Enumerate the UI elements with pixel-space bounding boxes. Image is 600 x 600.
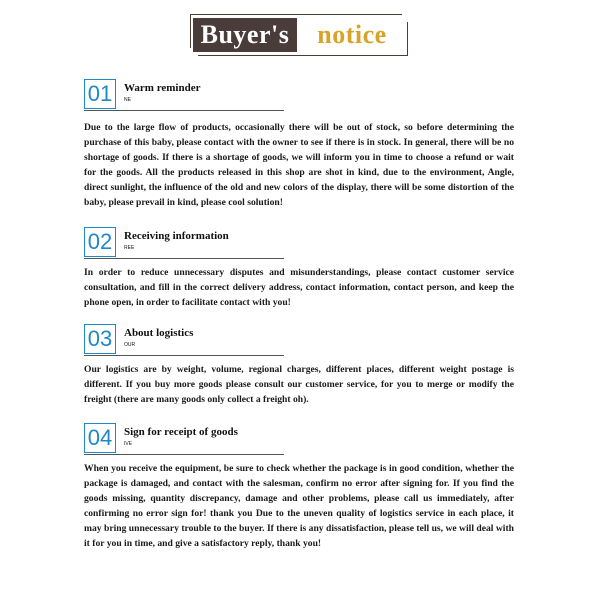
section-title: Sign for receipt of goods [124, 426, 238, 438]
section-subtitle: REE [124, 245, 135, 251]
section-body-sign-for-receipt: When you receive the equipment, be sure to check whether the package is in good condition, whether the package is damaged, and contact with the salesman, confirm no error after signing for. If you find the goods missing, quantity discrepancy, damage and other problems, please call us immediately, after confirming no error sign for! thank you Due to the uneven quality of logistics service in each place, it may bring unnecessary trouble to the buyer. If there is any dissatisfaction, please tell us, we will deal with it for you in time, and give a satisfactory reply, thank you! [84, 463, 514, 549]
section-subtitle: OUR [124, 342, 136, 348]
section-number: 04 [84, 423, 116, 453]
section-divider [84, 454, 284, 455]
section-body-about-logistics: Our logistics are by weight, volume, regional charges, different places, different weight postage is different. If you buy more goods please consult our customer service, for you to merge or modify the freight (there are many goods only collect a freight oh). [84, 364, 514, 405]
section-divider [84, 110, 284, 111]
section-body-warm-reminder: Due to the large flow of products, occasionally there will be out of stock, so before determining the purchase of this baby, please contact with the owner to see if there is in stock. In general, there will be no shortage of goods. If there is a shortage of goods, we will inform you in time to choose a refund or wait for the goods. All the products released in this shop are shot in kind, due to the environment, Angle, direct sunlight, the influence of the old and new colors of the display, there will be some distortion of the baby, please prevail in kind, please cool solution! [84, 122, 514, 208]
section-title: About logistics [124, 327, 194, 339]
section-subtitle: IVE [124, 441, 133, 447]
section-divider [84, 355, 284, 356]
section-divider [84, 258, 284, 259]
section-number: 03 [84, 324, 116, 354]
section-header-about-logistics [84, 324, 284, 356]
section-subtitle: NE [124, 97, 131, 103]
section-header-sign-for-receipt [84, 423, 284, 455]
section-title: Receiving information [124, 230, 229, 242]
header-banner [190, 14, 408, 56]
section-number: 01 [84, 79, 116, 109]
banner-title-right: notice [317, 20, 387, 49]
section-title: Warm reminder [124, 82, 201, 94]
banner-title-left: Buyer's [193, 18, 297, 52]
section-number: 02 [84, 227, 116, 257]
section-header-warm-reminder [84, 79, 284, 111]
section-header-receiving-information [84, 227, 284, 259]
section-body-receiving-information: In order to reduce unnecessary disputes and misunderstandings, please contact customer service consultation, and fill in the correct delivery address, contact information, contact person, and keep the phone open, in order to facilitate contact with you! [84, 267, 514, 308]
